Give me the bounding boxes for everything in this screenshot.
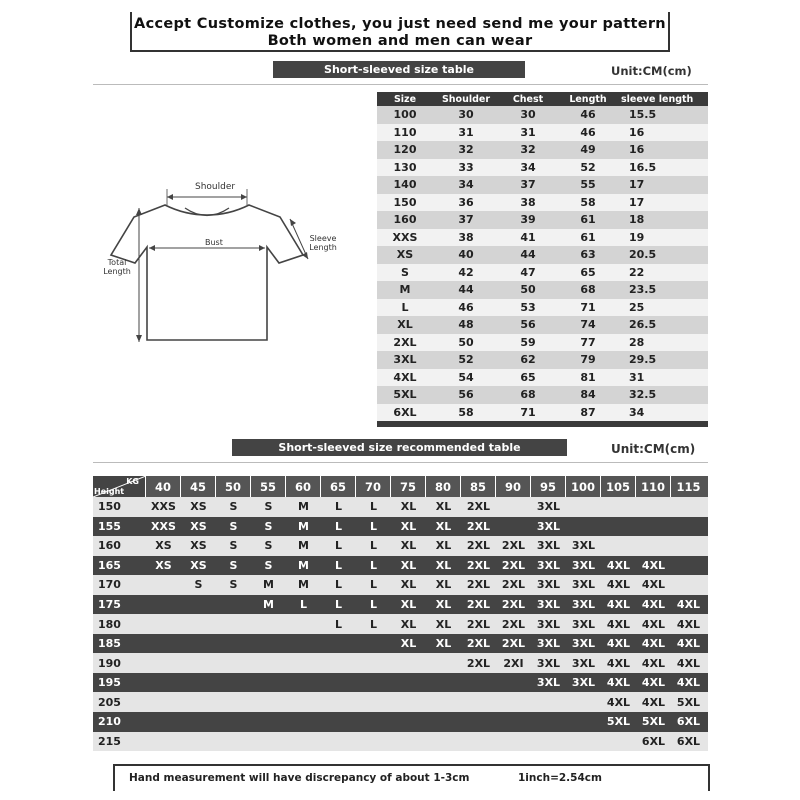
table-cell: 63 [580, 248, 596, 262]
size-cell: 6XL [676, 734, 701, 748]
size-cell: 4XL [641, 598, 666, 611]
weight-column-header: 115 [676, 479, 701, 494]
table-cell: 61 [580, 230, 596, 244]
table-cell: 74 [580, 318, 596, 332]
size-cell: L [369, 617, 377, 631]
column-header: Shoulder [441, 93, 491, 105]
bust-label: Bust [205, 238, 223, 247]
header-banner [130, 12, 670, 52]
weight-column-header: 95 [531, 476, 566, 497]
size-cell: XL [435, 598, 452, 611]
height-cell: 170 [98, 578, 121, 592]
size-cell: 3XL [571, 558, 596, 572]
size-cell: XL [400, 539, 417, 553]
height-cell: 165 [98, 558, 121, 572]
size-cell: M [298, 578, 309, 592]
column-header: sleeve length [621, 93, 694, 105]
size-cell: S [229, 558, 238, 572]
table-row [377, 316, 708, 334]
table-cell: 37 [458, 213, 474, 227]
table-cell: 22 [629, 265, 645, 279]
size-cell: S [264, 539, 273, 553]
height-cell: 180 [98, 617, 121, 631]
size-cell: 2XL [501, 617, 526, 631]
size-table-footer [377, 421, 708, 427]
table-cell: 19 [629, 230, 645, 244]
table-row [377, 334, 708, 352]
table-cell: 31 [520, 125, 536, 139]
table-cell: 50 [520, 283, 536, 297]
size-cell: 4XL [641, 695, 666, 709]
table-cell: 46 [580, 125, 596, 139]
table-cell: 50 [458, 335, 474, 349]
size-cell: XS [190, 519, 207, 533]
size-cell: 6XL [676, 715, 701, 729]
size-cell: 4XL [676, 598, 701, 611]
table-cell: 160 [393, 213, 417, 227]
size-cell: 3XL [571, 617, 596, 631]
table-row [377, 229, 708, 247]
size-cell: 3XL [536, 637, 561, 651]
height-cell: 175 [98, 598, 121, 611]
table-cell: 87 [580, 405, 596, 419]
size-cell: S [229, 500, 238, 514]
inch-conversion: 1inch=2.54cm [518, 772, 602, 784]
divider-middle [93, 462, 708, 463]
size-cell: XL [435, 519, 452, 533]
size-table [377, 92, 708, 427]
size-table-unit: Unit:CM(cm) [611, 64, 692, 78]
table-cell: 32 [520, 143, 536, 157]
table-cell: 56 [520, 318, 536, 332]
size-cell: XL [400, 558, 417, 572]
table-row [377, 369, 708, 387]
table-row [93, 575, 708, 595]
size-table-header [377, 92, 708, 106]
size-cell: XS [190, 558, 207, 572]
size-cell: 2XL [466, 637, 491, 651]
table-cell: 16 [629, 143, 645, 157]
table-row [377, 246, 708, 264]
size-cell: 3XL [536, 558, 561, 572]
size-cell: XL [435, 539, 452, 553]
table-cell: 40 [458, 248, 474, 262]
size-cell: XL [400, 519, 417, 533]
table-cell: 52 [580, 160, 596, 174]
weight-column-header: 105 [601, 476, 636, 497]
table-cell: 47 [520, 265, 536, 279]
table-cell: 36 [458, 195, 474, 209]
size-cell: M [298, 558, 309, 572]
table-cell: 120 [393, 143, 417, 157]
recommend-table-header [93, 476, 708, 497]
size-cell: L [334, 519, 342, 533]
weight-column-header: 50 [216, 476, 251, 497]
shoulder-label: Shoulder [195, 182, 236, 192]
recommend-table-body [93, 497, 708, 751]
size-cell: 4XL [606, 676, 631, 690]
table-row [93, 536, 708, 556]
table-row [377, 106, 708, 124]
table-cell: 18 [629, 213, 645, 227]
size-cell: 2XL [501, 558, 526, 572]
weight-column-header: 85 [461, 476, 496, 497]
table-cell: 56 [458, 388, 474, 402]
table-row [377, 159, 708, 177]
size-cell: 3XL [536, 598, 561, 611]
table-row [377, 124, 708, 142]
height-cell: 160 [98, 539, 121, 553]
table-row [93, 497, 708, 517]
table-cell: 55 [580, 178, 596, 192]
size-cell: 2XL [466, 519, 491, 533]
table-row [93, 595, 708, 615]
sleeve-length-label: Sleeve Length [309, 234, 337, 252]
size-cell: 3XL [536, 519, 561, 533]
size-cell: 5XL [641, 715, 666, 729]
column-header: Chest [512, 93, 544, 105]
table-row [93, 556, 708, 576]
size-cell: 3XL [536, 676, 561, 690]
size-cell: XL [435, 500, 452, 514]
size-cell: L [334, 598, 342, 611]
size-cell: 3XL [571, 676, 596, 690]
table-cell: 44 [458, 283, 474, 297]
size-cell: 4XL [606, 578, 631, 592]
header-line-1: Accept Customize clothes, you just need send me your pattern [134, 16, 666, 32]
table-cell: 30 [458, 108, 474, 122]
weight-column-header: 45 [181, 476, 216, 497]
table-cell: 81 [580, 370, 596, 384]
table-cell: XS [396, 248, 414, 262]
size-cell: XXS [151, 519, 176, 533]
size-cell: M [263, 578, 274, 592]
size-cell: 4XL [641, 578, 666, 592]
table-row [93, 614, 708, 634]
size-cell: 3XL [571, 598, 596, 611]
table-cell: 54 [458, 370, 474, 384]
height-cell: 150 [98, 500, 121, 514]
size-cell: 5XL [676, 695, 701, 709]
weight-column-header: 40 [146, 476, 181, 497]
total-length-label: Total Length [103, 258, 131, 276]
table-cell: 41 [520, 230, 536, 244]
size-cell: 4XL [606, 637, 631, 651]
size-cell: 2XL [501, 637, 526, 651]
table-row [377, 404, 708, 422]
table-cell: 62 [520, 353, 536, 367]
table-cell: 58 [580, 195, 596, 209]
size-table-body [377, 106, 708, 421]
table-cell: 61 [580, 213, 596, 227]
table-cell: 68 [580, 283, 596, 297]
height-cell: 215 [98, 734, 121, 748]
size-cell: 4XL [641, 676, 666, 690]
table-row [93, 653, 708, 673]
table-cell: S [401, 265, 409, 279]
table-row [377, 264, 708, 282]
size-cell: XL [435, 617, 452, 631]
table-cell: 31 [458, 125, 474, 139]
table-row [377, 281, 708, 299]
table-cell: 20.5 [629, 248, 657, 262]
table-cell: 17 [629, 178, 645, 192]
table-cell: 23.5 [629, 283, 657, 297]
height-cell: 195 [98, 676, 121, 690]
size-cell: 3XL [571, 656, 596, 670]
column-header: Length [569, 93, 607, 105]
table-cell: 25 [629, 300, 645, 314]
size-cell: 2XI [503, 656, 524, 670]
size-cell: 2XL [466, 539, 491, 553]
footer-note-box [113, 764, 710, 791]
size-cell: 2XL [466, 578, 491, 592]
weight-column-header: 65 [321, 476, 356, 497]
table-cell: 77 [580, 335, 596, 349]
table-cell: 17 [629, 195, 645, 209]
table-row [377, 211, 708, 229]
table-row [377, 141, 708, 159]
size-cell: L [369, 578, 377, 592]
size-cell: 3XL [571, 539, 596, 553]
size-cell: S [229, 519, 238, 533]
height-cell: 205 [98, 695, 121, 709]
table-cell: 71 [520, 405, 536, 419]
table-row [93, 732, 708, 752]
table-cell: 32.5 [629, 388, 657, 402]
table-cell: 5XL [393, 388, 417, 402]
table-cell: 31 [629, 370, 645, 384]
size-cell: L [369, 558, 377, 572]
size-cell: 4XL [676, 676, 701, 690]
size-cell: XL [400, 637, 417, 651]
table-cell: 29.5 [629, 353, 657, 367]
weight-column-header: 75 [391, 476, 426, 497]
size-cell: 4XL [676, 656, 701, 670]
size-cell: XL [435, 558, 452, 572]
size-cell: 4XL [606, 598, 631, 611]
size-cell: 4XL [676, 637, 701, 651]
recommend-table-title: Short-sleeved size recommended table [232, 439, 567, 456]
height-label: Height [94, 487, 125, 496]
size-cell: L [334, 617, 342, 631]
size-cell: S [229, 578, 238, 592]
size-cell: 4XL [676, 617, 701, 631]
size-cell: 2XL [501, 539, 526, 553]
size-cell: L [334, 539, 342, 553]
size-cell: S [264, 558, 273, 572]
table-cell: XXS [392, 230, 418, 244]
table-cell: 37 [520, 178, 536, 192]
size-cell: S [264, 519, 273, 533]
size-cell: M [298, 519, 309, 533]
measurement-note: Hand measurement will have discrepancy of about 1-3cm [129, 772, 470, 784]
size-cell: 2XL [466, 500, 491, 514]
size-cell: L [334, 578, 342, 592]
size-cell: L [334, 500, 342, 514]
table-cell: 110 [393, 125, 417, 139]
table-row [377, 194, 708, 212]
size-cell: 2XL [466, 598, 491, 611]
table-cell: 30 [520, 108, 536, 122]
table-cell: 32 [458, 143, 474, 157]
size-cell: 3XL [536, 539, 561, 553]
size-cell: M [298, 500, 309, 514]
size-cell: XS [155, 539, 172, 553]
table-cell: 2XL [393, 335, 417, 349]
table-row [377, 351, 708, 369]
size-cell: XL [435, 578, 452, 592]
size-cell: 3XL [536, 617, 561, 631]
size-cell: L [299, 598, 307, 611]
recommend-table-unit: Unit:CM(cm) [611, 442, 696, 456]
size-cell: 2XL [501, 598, 526, 611]
size-cell: L [369, 598, 377, 611]
table-row [93, 692, 708, 712]
table-cell: 15.5 [629, 108, 657, 122]
weight-column-header: 55 [251, 476, 286, 497]
size-cell: L [369, 500, 377, 514]
table-cell: 53 [520, 300, 536, 314]
size-cell: 3XL [536, 578, 561, 592]
size-cell: 4XL [641, 656, 666, 670]
table-cell: 46 [458, 300, 474, 314]
table-cell: 34 [629, 405, 645, 419]
size-cell: 4XL [641, 617, 666, 631]
table-row [377, 386, 708, 404]
size-cell: L [334, 558, 342, 572]
size-cell: 2XL [501, 578, 526, 592]
size-cell: 3XL [536, 500, 561, 514]
table-cell: 65 [580, 265, 596, 279]
table-cell: 16 [629, 125, 645, 139]
size-cell: XS [190, 539, 207, 553]
table-cell: 150 [393, 195, 417, 209]
size-cell: S [264, 500, 273, 514]
weight-column-header: 110 [636, 476, 671, 497]
table-row [93, 673, 708, 693]
table-cell: 44 [520, 248, 536, 262]
size-cell: XXS [151, 500, 176, 514]
table-row [377, 176, 708, 194]
size-cell: 2XL [466, 617, 491, 631]
table-row [93, 634, 708, 654]
size-cell: XS [190, 500, 207, 514]
table-cell: 34 [458, 178, 474, 192]
table-cell: 84 [580, 388, 596, 402]
weight-column-header: 80 [426, 476, 461, 497]
weight-column-header: 70 [356, 476, 391, 497]
table-cell: 79 [580, 353, 596, 367]
size-cell: S [229, 539, 238, 553]
size-cell: XL [400, 500, 417, 514]
size-cell: XL [400, 617, 417, 631]
height-weight-corner [93, 476, 146, 497]
table-row [93, 712, 708, 732]
table-cell: 130 [393, 160, 417, 174]
table-cell: 65 [520, 370, 536, 384]
size-cell: 4XL [606, 558, 631, 572]
table-cell: M [399, 283, 411, 297]
table-cell: 140 [393, 178, 417, 192]
size-cell: 4XL [606, 695, 631, 709]
table-row [93, 517, 708, 537]
size-cell: M [298, 539, 309, 553]
table-cell: 48 [458, 318, 474, 332]
table-cell: 71 [580, 300, 596, 314]
weight-column-header: 60 [286, 476, 321, 497]
divider-top [93, 84, 708, 85]
size-cell: 5XL [606, 715, 631, 729]
table-cell: 52 [458, 353, 474, 367]
size-cell: L [369, 519, 377, 533]
size-table-title: Short-sleeved size table [273, 61, 525, 78]
table-cell: 3XL [393, 353, 417, 367]
size-cell: 4XL [606, 617, 631, 631]
size-cell: XL [400, 598, 417, 611]
table-cell: 42 [458, 265, 474, 279]
table-cell: 39 [520, 213, 536, 227]
table-cell: L [401, 300, 409, 314]
weight-column-header: 90 [496, 476, 531, 497]
size-cell: 3XL [571, 637, 596, 651]
size-cell: 4XL [606, 656, 631, 670]
table-cell: 38 [458, 230, 474, 244]
size-cell: 6XL [641, 734, 666, 748]
table-cell: 28 [629, 335, 645, 349]
table-cell: 33 [458, 160, 474, 174]
table-cell: 6XL [393, 405, 417, 419]
table-cell: 38 [520, 195, 536, 209]
size-cell: XL [435, 637, 452, 651]
size-cell: S [194, 578, 203, 592]
table-cell: 46 [580, 108, 596, 122]
recommend-table [93, 476, 708, 751]
table-cell: 68 [520, 388, 536, 402]
size-cell: 2XL [466, 558, 491, 572]
table-row [377, 299, 708, 317]
table-cell: 49 [580, 143, 596, 157]
size-cell: 4XL [641, 558, 666, 572]
height-cell: 190 [98, 656, 121, 670]
size-cell: M [263, 598, 274, 611]
table-cell: 100 [393, 108, 417, 122]
column-header: Size [393, 93, 417, 105]
height-cell: 155 [98, 519, 121, 533]
table-cell: 58 [458, 405, 474, 419]
size-cell: XL [400, 578, 417, 592]
size-cell: 2XL [466, 656, 491, 670]
size-cell: 3XL [571, 578, 596, 592]
weight-column-header: 100 [566, 476, 601, 497]
size-cell: 4XL [641, 637, 666, 651]
header-line-2: Both women and men can wear [267, 33, 533, 49]
table-cell: XL [397, 318, 413, 332]
size-cell: L [369, 539, 377, 553]
size-cell: 3XL [536, 656, 561, 670]
table-cell: 59 [520, 335, 536, 349]
kg-label: KG [126, 477, 139, 486]
table-cell: 16.5 [629, 160, 657, 174]
table-cell: 34 [520, 160, 536, 174]
height-cell: 185 [98, 637, 121, 651]
size-cell: XS [155, 558, 172, 572]
table-cell: 4XL [393, 370, 417, 384]
table-cell: 26.5 [629, 318, 657, 332]
height-cell: 210 [98, 715, 121, 729]
